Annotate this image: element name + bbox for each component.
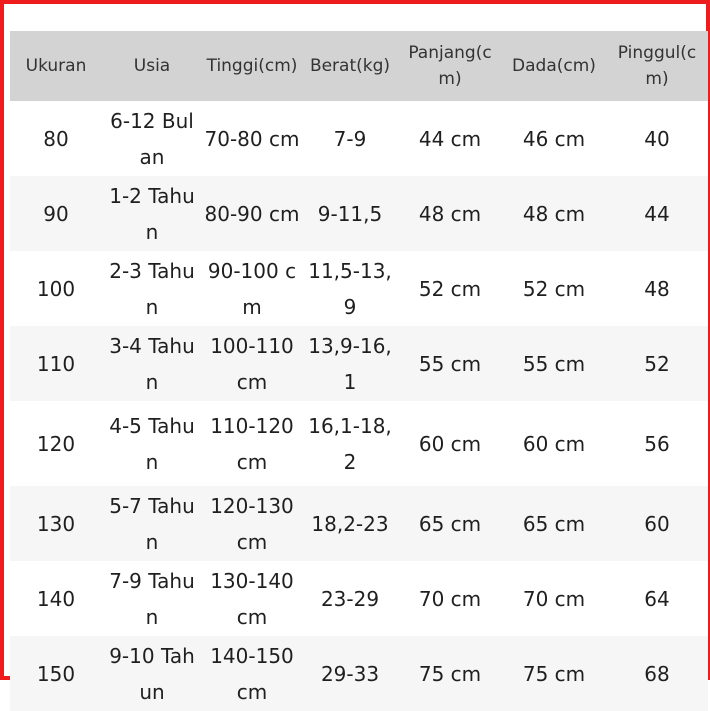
- cell-pinggul: [606, 326, 708, 401]
- cell-usia: [102, 176, 202, 251]
- cell-dada: [502, 251, 606, 326]
- cell-text: 7-9 Tahu: [109, 568, 195, 593]
- cell-panjang: [398, 486, 502, 561]
- cell-pinggul: [606, 251, 708, 326]
- cell-berat: [302, 401, 398, 486]
- header-text: Dada(cm): [512, 56, 596, 76]
- table-row: [10, 561, 708, 636]
- cell-panjang: [398, 176, 502, 251]
- table-row: [10, 176, 708, 251]
- cell-text: 70-80 cm: [204, 126, 300, 151]
- cell-pinggul: [606, 561, 708, 636]
- cell-text: 3-4 Tahu: [109, 333, 195, 358]
- cell-text: 90: [43, 201, 69, 226]
- header-text: Berat(kg): [309, 56, 391, 76]
- cell-text: 40: [644, 126, 670, 151]
- cell-pinggul: [606, 486, 708, 561]
- cell-text: 70 cm: [418, 586, 482, 611]
- cell-text: 55 cm: [418, 351, 482, 376]
- header-text: m): [645, 69, 669, 89]
- cell-text: 5-7 Tahu: [109, 493, 195, 518]
- cell-panjang: [398, 561, 502, 636]
- cell-tinggi: [202, 251, 302, 326]
- cell-text: 68: [644, 661, 670, 686]
- cell-text: 2-3 Tahu: [109, 258, 195, 283]
- cell-berat: [302, 101, 398, 176]
- cell-text: 100: [36, 276, 76, 301]
- header-text: Tinggi(cm): [206, 56, 298, 76]
- cell-text: 13,9-16,: [308, 333, 392, 358]
- header-usia: [102, 31, 202, 101]
- cell-pinggul: [606, 401, 708, 486]
- cell-text: 100-110: [210, 333, 294, 358]
- cell-usia: [102, 101, 202, 176]
- cell-ukuran: [10, 326, 102, 401]
- cell-text: 65 cm: [418, 511, 482, 536]
- cell-ukuran: [10, 176, 102, 251]
- table-row: [10, 251, 708, 326]
- cell-dada: [502, 176, 606, 251]
- table-header-row: [10, 31, 708, 101]
- header-text: Pinggul(c: [617, 43, 697, 63]
- cell-text: n: [145, 449, 159, 474]
- cell-dada: [502, 101, 606, 176]
- header-text: m): [438, 69, 462, 89]
- table-row: [10, 486, 708, 561]
- cell-usia: [102, 636, 202, 711]
- cell-text: 9-11,5: [317, 201, 383, 226]
- cell-usia: [102, 486, 202, 561]
- header-berat: [302, 31, 398, 101]
- cell-text: 110-120: [210, 413, 294, 438]
- cell-berat: [302, 251, 398, 326]
- cell-text: 48 cm: [522, 201, 586, 226]
- cell-dada: [502, 486, 606, 561]
- cell-text: cm: [236, 369, 268, 394]
- cell-text: 2: [343, 449, 357, 474]
- cell-panjang: [398, 636, 502, 711]
- cell-text: 9: [343, 294, 357, 319]
- table-body: [10, 101, 708, 711]
- cell-panjang: [398, 401, 502, 486]
- cell-dada: [502, 561, 606, 636]
- cell-text: 60 cm: [522, 431, 586, 456]
- cell-text: 120: [36, 431, 76, 456]
- cell-tinggi: [202, 636, 302, 711]
- cell-text: 7-9: [333, 126, 367, 151]
- cell-text: n: [145, 219, 159, 244]
- cell-usia: [102, 326, 202, 401]
- cell-panjang: [398, 251, 502, 326]
- table-row: [10, 401, 708, 486]
- size-chart-table: [10, 31, 708, 711]
- cell-text: 18,2-23: [311, 511, 389, 536]
- header-text: Panjang(c: [408, 43, 492, 63]
- cell-text: an: [139, 144, 165, 169]
- cell-panjang: [398, 101, 502, 176]
- cell-text: 90-100 c: [207, 258, 297, 283]
- cell-text: n: [145, 369, 159, 394]
- table-row: [10, 326, 708, 401]
- cell-ukuran: [10, 101, 102, 176]
- cell-berat: [302, 486, 398, 561]
- size-chart-sheet: [10, 31, 708, 704]
- cell-text: 55 cm: [522, 351, 586, 376]
- cell-text: n: [145, 529, 159, 554]
- cell-text: 60: [644, 511, 670, 536]
- cell-pinggul: [606, 176, 708, 251]
- cell-tinggi: [202, 176, 302, 251]
- cell-text: 48: [644, 276, 670, 301]
- cell-pinggul: [606, 101, 708, 176]
- cell-usia: [102, 251, 202, 326]
- header-text: Usia: [133, 56, 171, 76]
- header-tinggi: [202, 31, 302, 101]
- cell-text: 110: [36, 351, 76, 376]
- cell-tinggi: [202, 486, 302, 561]
- cell-text: 75 cm: [522, 661, 586, 686]
- cell-ukuran: [10, 401, 102, 486]
- cell-text: 120-130: [210, 493, 294, 518]
- table-row: [10, 101, 708, 176]
- cell-text: 9-10 Tah: [109, 643, 195, 668]
- cell-text: cm: [236, 679, 268, 704]
- cell-pinggul: [606, 636, 708, 711]
- cell-berat: [302, 326, 398, 401]
- cell-ukuran: [10, 486, 102, 561]
- cell-text: 130: [36, 511, 76, 536]
- header-text: Ukuran: [25, 56, 87, 76]
- table-row: [10, 636, 708, 711]
- cell-text: 56: [644, 431, 670, 456]
- cell-usia: [102, 561, 202, 636]
- cell-text: un: [139, 679, 165, 704]
- cell-dada: [502, 401, 606, 486]
- cell-usia: [102, 401, 202, 486]
- cell-text: 64: [644, 586, 670, 611]
- cell-berat: [302, 561, 398, 636]
- cell-panjang: [398, 326, 502, 401]
- cell-text: 140: [36, 586, 76, 611]
- cell-text: 23-29: [320, 586, 380, 611]
- cell-dada: [502, 636, 606, 711]
- cell-berat: [302, 636, 398, 711]
- cell-text: 4-5 Tahu: [109, 413, 195, 438]
- cell-text: 52: [644, 351, 670, 376]
- cell-text: 80-90 cm: [204, 201, 300, 226]
- cell-text: 60 cm: [418, 431, 482, 456]
- cell-text: 75 cm: [418, 661, 482, 686]
- cell-tinggi: [202, 401, 302, 486]
- cell-ukuran: [10, 561, 102, 636]
- cell-text: 52 cm: [418, 276, 482, 301]
- cell-text: 80: [43, 126, 69, 151]
- header-dada: [502, 31, 606, 101]
- cell-ukuran: [10, 251, 102, 326]
- cell-text: 150: [36, 661, 76, 686]
- cell-tinggi: [202, 101, 302, 176]
- cell-berat: [302, 176, 398, 251]
- cell-text: 1-2 Tahu: [109, 183, 195, 208]
- cell-text: 1: [343, 369, 357, 394]
- header-ukuran: [10, 31, 102, 101]
- header-pinggul: [606, 31, 708, 101]
- cell-tinggi: [202, 561, 302, 636]
- cell-text: 44: [644, 201, 670, 226]
- cell-text: 29-33: [320, 661, 380, 686]
- cell-text: 140-150: [210, 643, 294, 668]
- cell-text: 65 cm: [522, 511, 586, 536]
- cell-text: 48 cm: [418, 201, 482, 226]
- cell-dada: [502, 326, 606, 401]
- cell-text: m: [242, 294, 262, 319]
- cell-text: 130-140: [210, 568, 294, 593]
- cell-text: cm: [236, 529, 268, 554]
- cell-text: n: [145, 604, 159, 629]
- cell-text: 6-12 Bul: [110, 108, 194, 133]
- cell-text: 46 cm: [522, 126, 586, 151]
- cell-text: 70 cm: [522, 586, 586, 611]
- cell-text: 16,1-18,: [308, 413, 392, 438]
- header-panjang: [398, 31, 502, 101]
- cell-ukuran: [10, 636, 102, 711]
- cell-text: n: [145, 294, 159, 319]
- cell-tinggi: [202, 326, 302, 401]
- cell-text: cm: [236, 449, 268, 474]
- cell-text: 52 cm: [522, 276, 586, 301]
- cell-text: 11,5-13,: [308, 258, 392, 283]
- cell-text: 44 cm: [418, 126, 482, 151]
- cell-text: cm: [236, 604, 268, 629]
